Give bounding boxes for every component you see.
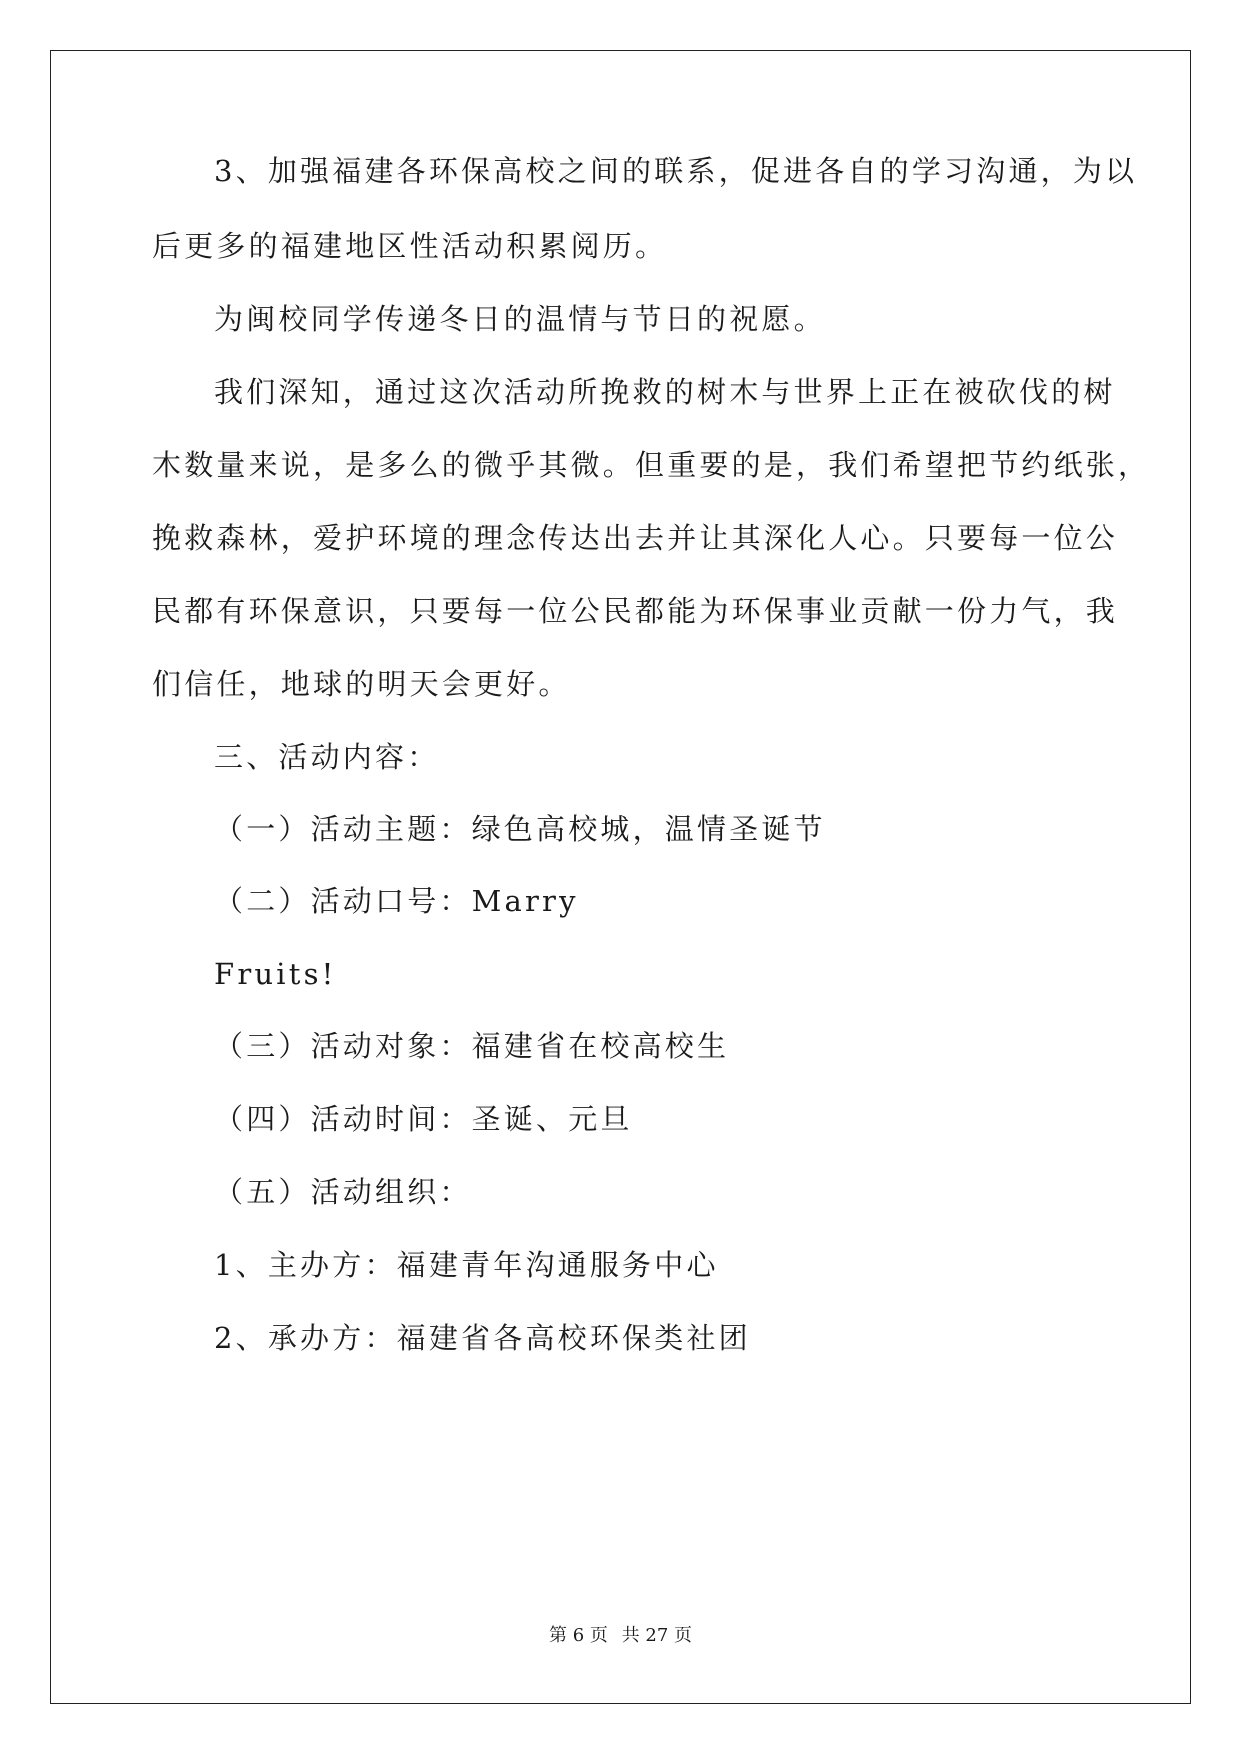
paragraph-line: 3、加强福建各环保高校之间的联系，促进各自的学习沟通，为以 bbox=[214, 154, 1138, 188]
page-number: 第 6 页 bbox=[549, 1625, 608, 1646]
paragraph-line: 挽救森林，爱护环境的理念传达出去并让其深化人心。只要每一位公 bbox=[152, 521, 1119, 555]
paragraph-line: 们信任，地球的明天会更好。 bbox=[152, 667, 571, 701]
page-footer bbox=[0, 1624, 1241, 1648]
list-item-continuation: Fruits! bbox=[214, 957, 337, 991]
list-item: （二）活动口号：Marry bbox=[214, 884, 579, 918]
paragraph-line: 后更多的福建地区性活动积累阅历。 bbox=[152, 229, 668, 263]
total-pages: 共 27 页 bbox=[621, 1625, 692, 1646]
list-item: （三）活动对象：福建省在校高校生 bbox=[214, 1029, 730, 1063]
list-item: （五）活动组织： bbox=[214, 1175, 472, 1209]
list-item: 2、承办方：福建省各高校环保类社团 bbox=[214, 1321, 751, 1355]
list-item: 1、主办方：福建青年沟通服务中心 bbox=[214, 1248, 719, 1282]
paragraph-line: 我们深知，通过这次活动所挽救的树木与世界上正在被砍伐的树 bbox=[214, 375, 1116, 409]
paragraph-line: 民都有环保意识，只要每一位公民都能为环保事业贡献一份力气，我 bbox=[152, 594, 1119, 628]
paragraph-line: 木数量来说，是多么的微乎其微。但重要的是，我们希望把节约纸张， bbox=[152, 448, 1151, 482]
section-heading: 三、活动内容： bbox=[214, 740, 440, 774]
paragraph-line: 为闽校同学传递冬日的温情与节日的祝愿。 bbox=[214, 302, 826, 336]
list-item: （一）活动主题：绿色高校城，温情圣诞节 bbox=[214, 812, 826, 846]
list-item: （四）活动时间：圣诞、元旦 bbox=[214, 1102, 633, 1136]
